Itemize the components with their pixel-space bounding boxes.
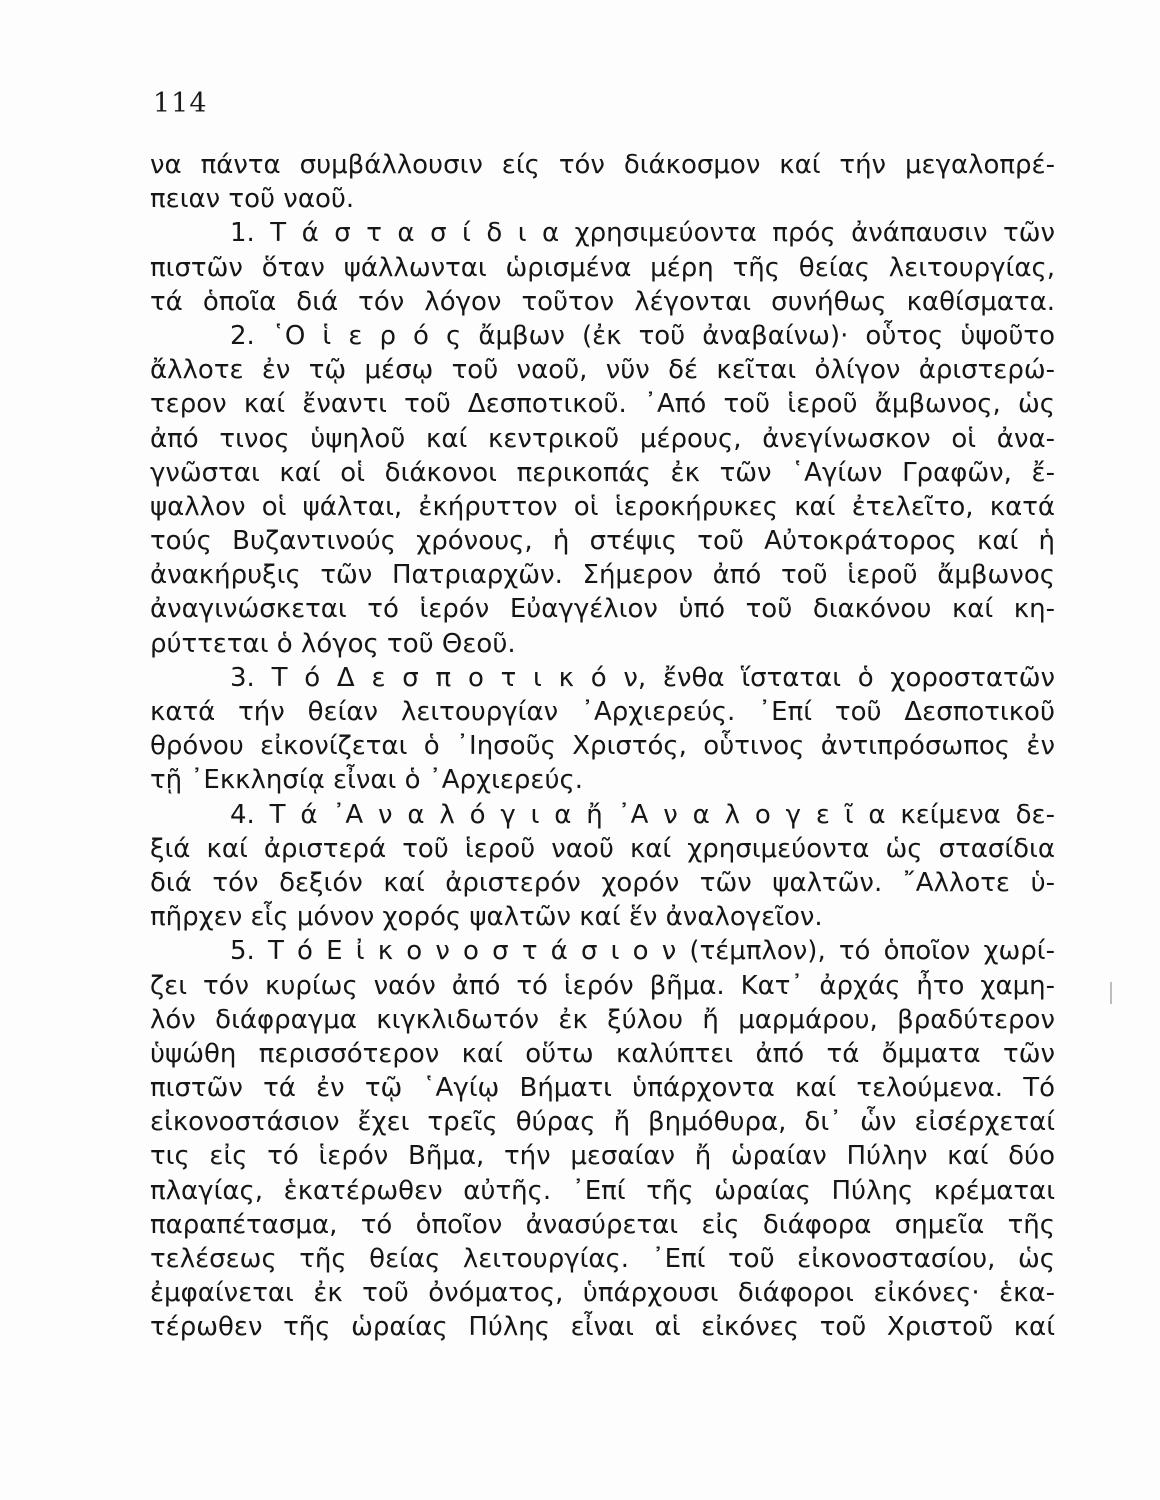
text-line: ρύττεται ὁ λόγος τοῦ Θεοῦ.	[150, 628, 516, 659]
text-line: τούς Βυζαντινούς χρόνους, ἡ στέψις τοῦ Αὐτοκράτορος καί ἡ	[150, 526, 1055, 557]
text-line: διά τόν δεξιόν καί ἀριστερόν χορόν τῶν ψαλτῶν. ῎Αλλοτε ὑ-	[150, 867, 1055, 898]
paragraph-start-stasidia: 1. Τ ά σ τ α σ ί δ ι α χρησιμεύοντα πρός ἀνάπαυσιν τῶν	[230, 218, 1055, 249]
text-line: πιστῶν τά ἐν τῷ ῾Αγίῳ Βήματι ὑπάρχοντα καί τελούμενα. Τό	[150, 1073, 1055, 1104]
text-line: θρόνου εἰκονίζεται ὁ ᾽Ιησοῦς Χριστός, οὗτινος ἀντιπρόσωπος ἐν	[150, 731, 1055, 762]
text-line: ἀπό τινος ὑψηλοῦ καί κεντρικοῦ μέρους, ἀνεγίνωσκον οἱ ἀνα-	[150, 423, 1055, 454]
text-line: τῇ ᾽Εκκλησίᾳ εἶναι ὁ ᾽Αρχιερεύς.	[150, 765, 584, 796]
text-line: τις εἰς τό ἱερόν Βῆμα, τήν μεσαίαν ἤ ὡραίαν Πύλην καί δύο	[150, 1141, 1055, 1172]
text-line: παραπέτασμα, τό ὁποῖον ἀνασύρεται εἰς διάφορα σημεῖα τῆς	[150, 1209, 1055, 1240]
text-line: ἐμφαίνεται ἐκ τοῦ ὀνόματος, ὑπάρχουσι διάφοροι εἰκόνες· ἑκα-	[150, 1278, 1055, 1309]
text-line: τά ὁποῖα διά τόν λόγον τοῦτον λέγονται συνήθως καθίσματα.	[150, 286, 1055, 317]
text-line: ἀναγινώσκεται τό ἱερόν Εὐαγγέλιον ὑπό τοῦ διακόνου καί κη-	[150, 594, 1055, 625]
margin-mark	[1110, 982, 1112, 1004]
text-line: πλαγίας, ἑκατέρωθεν αὐτῆς. ᾽Επί τῆς ὡραίας Πύλης κρέμαται	[150, 1175, 1055, 1206]
page-number: 114	[153, 88, 208, 119]
text-line: ψαλλον οἱ ψάλται, ἐκήρυττον οἱ ἱεροκήρυκες καί ἐτελεῖτο, κατά	[150, 491, 1055, 522]
text-line: τερον καί ἔναντι τοῦ Δεσποτικοῦ. ᾽Από τοῦ ἱεροῦ ἄμβωνος, ὡς	[150, 389, 1055, 420]
text-line: ὑψώθη περισσότερον καί οὕτω καλύπτει ἀπό τά ὄμματα τῶν	[150, 1038, 1055, 1069]
text-line: ζει τόν κυρίως ναόν ἀπό τό ἱερόν βῆμα. Κατ᾽ ἀρχάς ἦτο χαμη-	[150, 970, 1055, 1001]
text-line: πειαν τοῦ ναοῦ.	[150, 184, 355, 215]
text-line: κατά τήν θείαν λειτουργίαν ᾽Αρχιερεύς. ᾽Επί τοῦ Δεσποτικοῦ	[150, 697, 1055, 727]
text-line: να πάντα συμβάλλουσιν είς τόν διάκοσμον καί τήν μεγαλοπρέ-	[150, 150, 1055, 180]
text-line: ἀνακήρυξις τῶν Πατριαρχῶν. Σήμερον ἀπό τοῦ ἱεροῦ ἄμβωνος	[150, 560, 1055, 591]
text-line: εἰκονοστάσιον ἔχει τρεῖς θύρας ἤ βημόθυρα, δι᾽ ὧν εἰσέρχεταί	[150, 1107, 1055, 1138]
text-line: πιστῶν ὅταν ψάλλωνται ὡρισμένα μέρη τῆς θείας λειτουργίας,	[150, 252, 1055, 283]
body-text	[150, 148, 1055, 1345]
paragraph-start-analogia: 4. Τ ά ᾽Α ν α λ ό γ ι α ἤ ᾽Α ν α λ ο γ ε ῖ α κείμενα δε-	[230, 799, 1055, 830]
paragraph-start-despotikon: 3. Τ ό Δ ε σ π ο τ ι κ ό ν, ἔνθα ἵσταται ὁ χοροστατῶν	[230, 662, 1055, 693]
text-line: γνῶσται καί οἱ διάκονοι περικοπάς ἐκ τῶν ῾Αγίων Γραφῶν, ἔ-	[150, 457, 1055, 488]
paragraph-start-ambon: 2. ῾Ο ἱ ε ρ ό ς ἄμβων (ἐκ τοῦ ἀναβαίνω)· οὗτος ὑψοῦτο	[230, 320, 1055, 351]
paragraph-start-eikonostasion: 5. Τ ό Ε ἰ κ ο ν ο σ τ ά σ ι ο ν (τέμπλον), τό ὁποῖον χωρί-	[230, 936, 1055, 967]
text-line: πῆρχεν εἷς μόνον χορός ψαλτῶν καί ἕν ἀναλογεῖον.	[150, 902, 823, 933]
text-line: τελέσεως τῆς θείας λειτουργίας. ᾽Επί τοῦ εἰκονοστασίου, ὡς	[150, 1244, 1055, 1274]
text-line: ξιά καί ἀριστερά τοῦ ἱεροῦ ναοῦ καί χρησιμεύοντα ὡς στασίδια	[150, 833, 1055, 864]
text-line: τέρωθεν τῆς ὡραίας Πύλης εἶναι αἱ εἰκόνες τοῦ Χριστοῦ καί	[150, 1312, 1055, 1343]
text-line: ἄλλοτε ἐν τῷ μέσῳ τοῦ ναοῦ, νῦν δέ κεῖται ὀλίγον ἀριστερώ-	[150, 355, 1055, 386]
text-line: λόν διάφραγμα κιγκλιδωτόν ἐκ ξύλου ἤ μαρμάρου, βραδύτερον	[150, 1004, 1055, 1035]
